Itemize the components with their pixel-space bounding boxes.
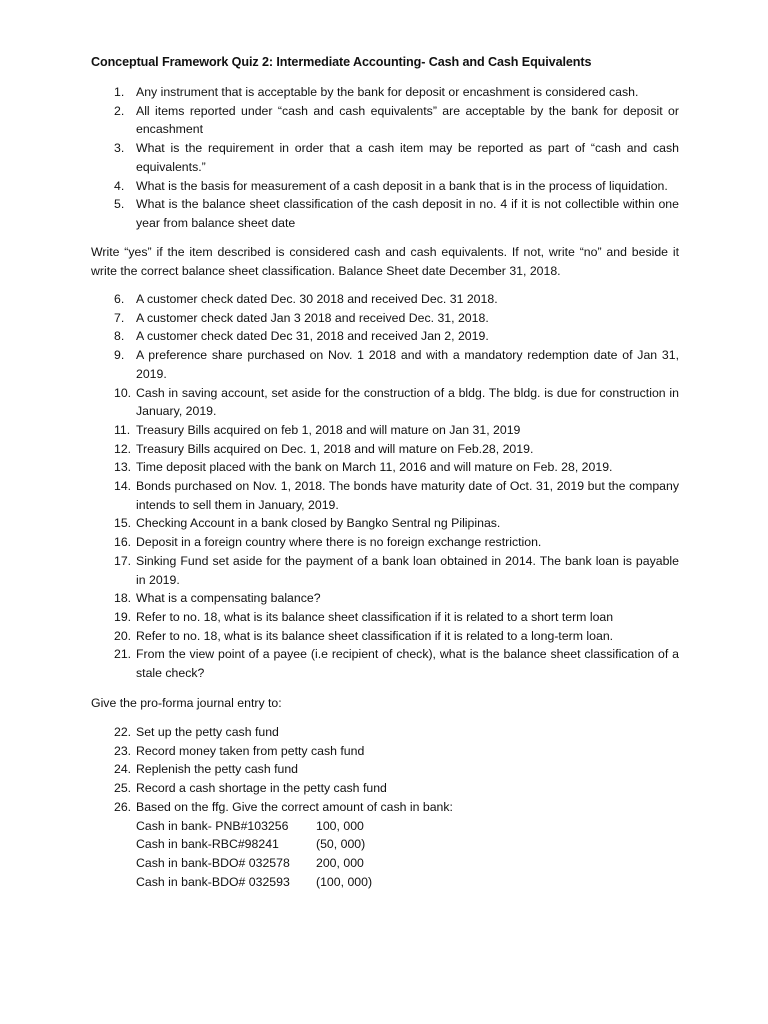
item-number: 23. <box>114 743 132 758</box>
account-name: Cash in bank-RBC#98241 <box>136 837 279 852</box>
list-item <box>91 139 679 176</box>
account-amount: (50, 000) <box>316 837 366 852</box>
list-item <box>91 290 679 309</box>
instruction-block <box>91 243 679 280</box>
list-item <box>91 384 679 421</box>
item-text: What is the basis for measurement of a cash deposit in a bank that is in the process of liquidation. <box>136 178 668 193</box>
item-number: 9. <box>114 348 125 363</box>
item-text: Cash in saving account, set aside for the construction of a bldg. The bldg. is due for construction in January, 2019. <box>136 385 679 419</box>
item-text: Set up the petty cash fund <box>136 725 279 739</box>
list-item <box>91 589 679 608</box>
item-number: 5. <box>114 197 125 212</box>
list-item <box>91 346 679 383</box>
item-text: Based on the ffg. Give the correct amount of cash in bank: <box>136 799 453 814</box>
item-number: 10. <box>114 385 132 400</box>
item-text: A customer check dated Jan 3 2018 and received Dec. 31, 2018. <box>136 310 489 325</box>
list-item <box>91 102 679 139</box>
list-item <box>91 742 679 761</box>
list-item <box>91 458 679 477</box>
cash-accounts-table <box>91 817 679 892</box>
list-item <box>91 327 679 346</box>
question-list-part2 <box>91 290 679 683</box>
item-text: Time deposit placed with the bank on March 11, 2016 and will mature on Feb. 28, 2019. <box>136 460 613 475</box>
account-name: Cash in bank- PNB#103256 <box>136 818 289 833</box>
journal-heading: Give the pro-forma journal entry to: <box>91 696 282 710</box>
list-item <box>91 627 679 646</box>
item-text: Record a cash shortage in the petty cash fund <box>136 781 387 796</box>
item-text: Refer to no. 18, what is its balance sheet classification if it is related to a long-term loan. <box>136 628 614 643</box>
account-name: Cash in bank-BDO# 032593 <box>136 874 290 889</box>
account-amount: 200, 000 <box>316 855 364 870</box>
item-number: 14. <box>114 479 132 494</box>
item-text: Record money taken from petty cash fund <box>136 743 365 758</box>
list-item <box>91 723 679 742</box>
item-number: 20. <box>114 628 132 643</box>
item-text: Bonds purchased on Nov. 1, 2018. The bonds have maturity date of Oct. 31, 2019 but the company intends to sell them in January, 2019. <box>136 479 679 512</box>
item-text: Any instrument that is acceptable by the bank for deposit or encashment is considered cash. <box>136 85 639 99</box>
item-text: Treasury Bills acquired on Dec. 1, 2018 and will mature on Feb.28, 2019. <box>136 441 534 456</box>
item-text: Treasury Bills acquired on feb 1, 2018 and will mature on Jan 31, 2019 <box>136 422 521 437</box>
list-item <box>91 83 679 102</box>
item-text: What is the balance sheet classification of the cash deposit in no. 4 if it is not collectible within one year from balance sheet date <box>136 197 679 230</box>
list-item <box>91 760 679 779</box>
list-item <box>91 645 679 682</box>
item-number: 3. <box>114 141 125 156</box>
item-text: A customer check dated Dec 31, 2018 and received Jan 2, 2019. <box>136 329 489 344</box>
item-number: 7. <box>114 310 125 325</box>
item-number: 25. <box>114 781 132 796</box>
table-row <box>91 854 679 873</box>
item-number: 11. <box>114 422 131 437</box>
item-number: 22. <box>114 725 132 739</box>
item-number: 1. <box>114 85 125 99</box>
list-item <box>91 421 679 440</box>
item-number: 8. <box>114 329 125 344</box>
item-number: 21. <box>114 647 132 662</box>
item-number: 15. <box>114 516 132 531</box>
account-amount: (100, 000) <box>316 874 373 889</box>
question-list-part1 <box>91 83 679 233</box>
item-text: Checking Account in a bank closed by Bangko Sentral ng Pilipinas. <box>136 516 501 531</box>
item-number: 26. <box>114 799 132 814</box>
item-text: A preference share purchased on Nov. 1 2018 and with a mandatory redemption date of Jan 31, 2019. <box>136 348 679 381</box>
item-number: 12. <box>114 441 132 456</box>
list-item <box>91 514 679 533</box>
list-item <box>91 779 679 798</box>
item-text: All items reported under “cash and cash equivalents” are acceptable by the bank for deposit or encashment <box>136 103 679 137</box>
list-item <box>91 608 679 627</box>
table-row <box>91 817 679 836</box>
item-number: 4. <box>114 178 125 193</box>
list-item <box>91 309 679 328</box>
table-row <box>91 873 679 892</box>
item-number: 18. <box>114 591 132 606</box>
list-item <box>91 177 679 196</box>
account-name: Cash in bank-BDO# 032578 <box>136 855 290 870</box>
list-item <box>91 798 679 817</box>
item-text: Refer to no. 18, what is its balance sheet classification if it is related to a short term loan <box>136 609 614 624</box>
item-number: 17. <box>114 553 132 568</box>
list-item <box>91 440 679 459</box>
table-row <box>91 835 679 854</box>
item-text: From the view point of a payee (i.e recipient of check), what is the balance sheet classification of a stale check? <box>136 647 679 681</box>
item-number: 24. <box>114 762 132 777</box>
item-text: What is a compensating balance? <box>136 591 321 606</box>
list-item <box>91 533 679 552</box>
account-amount: 100, 000 <box>316 818 364 833</box>
page-title: Conceptual Framework Quiz 2: Intermediate Accounting- Cash and Cash Equivalents <box>91 55 592 69</box>
item-number: 19. <box>114 609 132 624</box>
item-text: Sinking Fund set aside for the payment of a bank loan obtained in 2014. The bank loan is payable in 2019. <box>136 553 679 587</box>
instruction-paragraph: Write “yes” if the item described is considered cash and cash equivalents. If not, write “no” and beside it write the correct balance sheet classification. Balance Sheet date December 31, 2018. <box>91 245 679 278</box>
list-item <box>91 552 679 589</box>
item-number: 16. <box>114 535 132 550</box>
item-text: Deposit in a foreign country where there is no foreign exchange restriction. <box>136 535 542 550</box>
list-item <box>91 477 679 514</box>
list-item <box>91 195 679 232</box>
item-number: 13. <box>114 460 132 475</box>
journal-heading-block <box>91 694 679 713</box>
item-text: What is the requirement in order that a cash item may be reported as part of “cash and cash equivalents.” <box>136 141 679 174</box>
question-list-part3 <box>91 723 679 891</box>
item-number: 6. <box>114 292 125 306</box>
item-text: A customer check dated Dec. 30 2018 and received Dec. 31 2018. <box>136 292 498 306</box>
item-number: 2. <box>114 103 125 118</box>
item-text: Replenish the petty cash fund <box>136 762 299 777</box>
